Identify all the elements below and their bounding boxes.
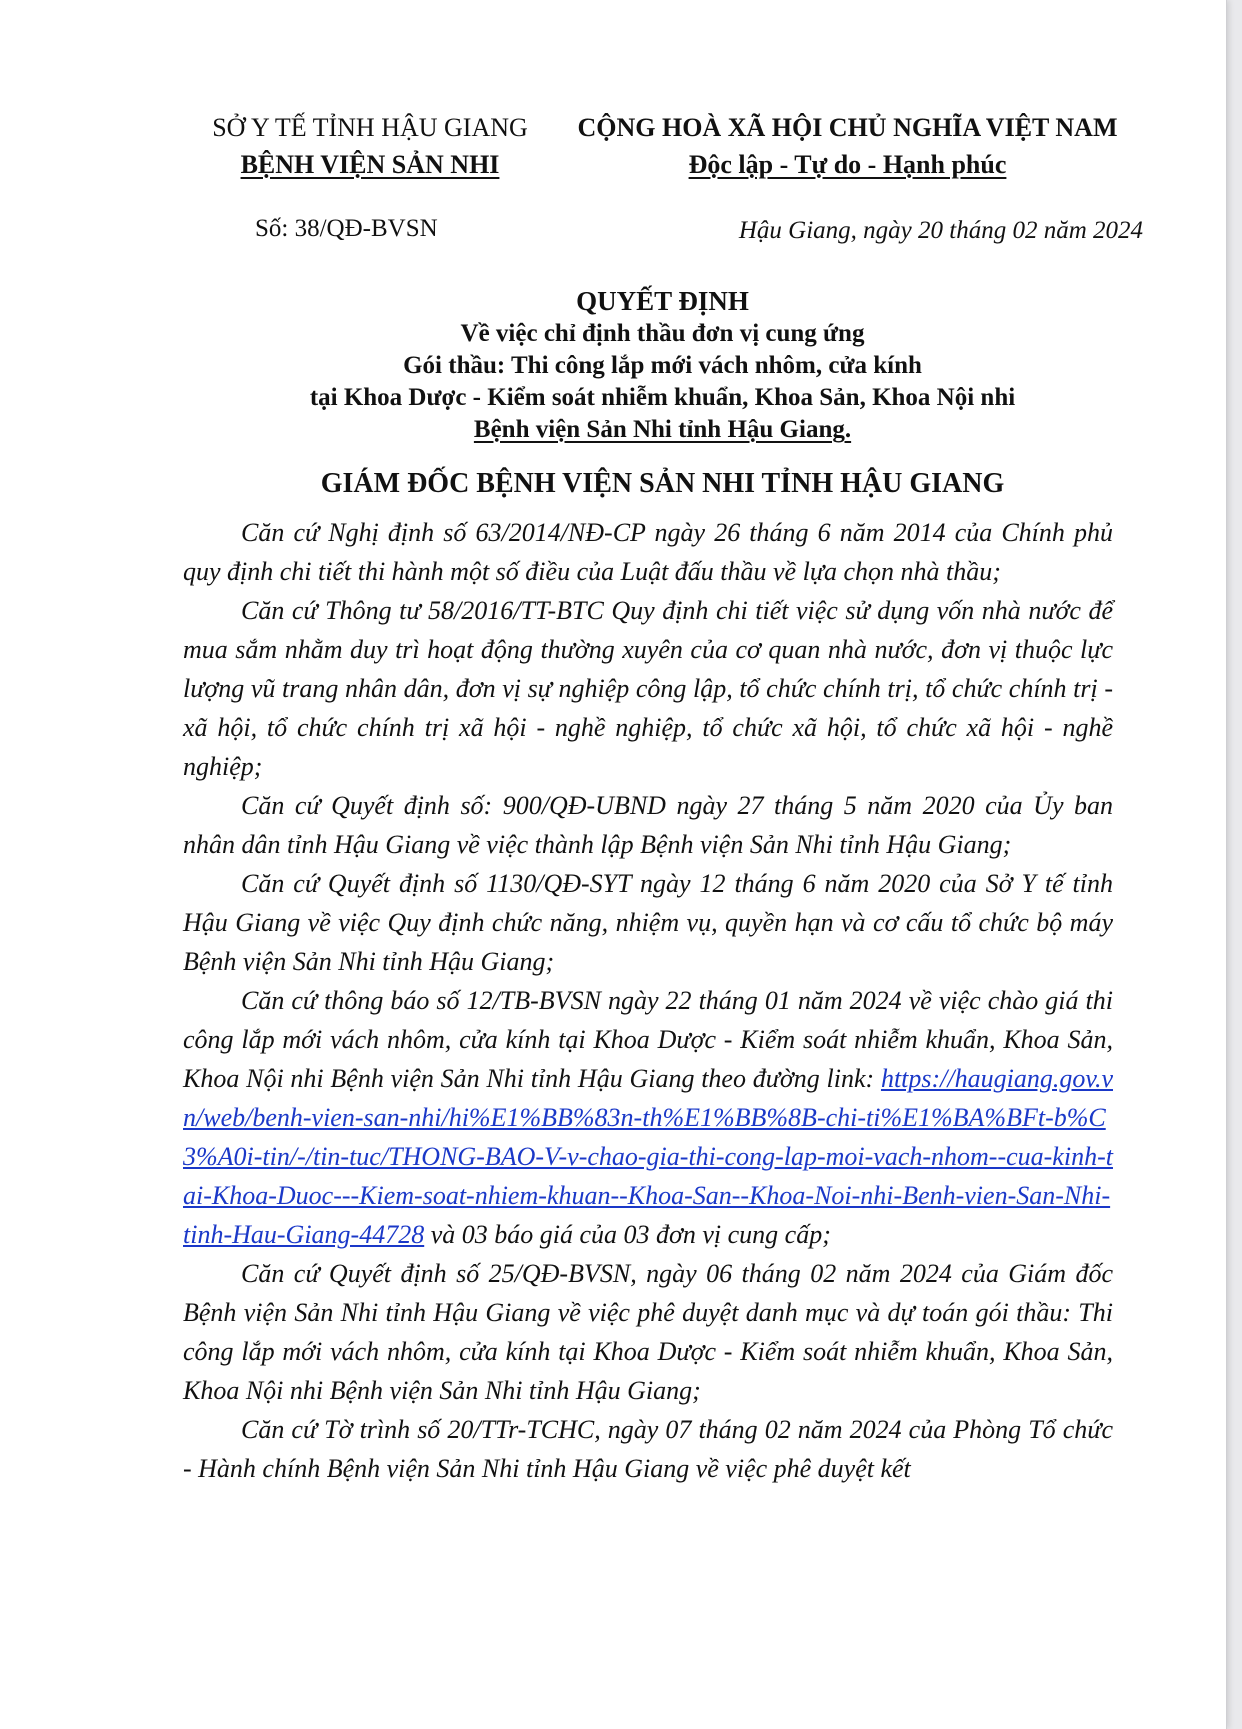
paragraph-1: Căn cứ Nghị định số 63/2014/NĐ-CP ngày 26 tháng 6 năm 2014 của Chính phủ quy định chi tiết thi hành một số điều của Luật đấu thầu về lựa chọn nhà thầu; bbox=[183, 518, 1113, 586]
director-heading: GIÁM ĐỐC BỆNH VIỆN SẢN NHI TỈNH HẬU GIANG bbox=[320, 468, 1005, 499]
agency-header bbox=[195, 109, 545, 183]
legal-basis-body bbox=[183, 513, 1113, 1488]
nation-header bbox=[565, 109, 1130, 183]
paragraph-7: Căn cứ Tờ trình số 20/TTr-TCHC, ngày 07 tháng 02 năm 2024 của Phòng Tổ chức - Hành chính Bệnh viện Sản Nhi tỉnh Hậu Giang về việc phê duyệt kết bbox=[183, 1415, 1113, 1483]
decision-subject-1: Về việc chỉ định thầu đơn vị cung ứng bbox=[460, 320, 865, 347]
paragraph-5 bbox=[183, 981, 1113, 1254]
decision-subject-4: Bệnh viện Sản Nhi tỉnh Hậu Giang. bbox=[473, 416, 852, 443]
nation-title: CỘNG HOÀ XÃ HỘI CHỦ NGHĨA VIỆT NAM bbox=[577, 113, 1118, 142]
paragraph-3: Căn cứ Quyết định số: 900/QĐ-UBND ngày 27 tháng 5 năm 2020 của Ủy ban nhân dân tỉnh Hậu Giang về việc thành lập Bệnh viện Sản Nhi tỉnh Hậu Giang; bbox=[183, 791, 1113, 859]
decision-title-block bbox=[150, 284, 1175, 446]
paragraph-5-tail: và 03 báo giá của 03 đơn vị cung cấp; bbox=[424, 1220, 831, 1249]
paragraph-6: Căn cứ Quyết định số 25/QĐ-BVSN, ngày 06 tháng 02 năm 2024 của Giám đốc Bệnh viện Sản Nhi tỉnh Hậu Giang về việc phê duyệt danh mục và dự toán gói thầu: Thi công lắp mới vách nhôm, cửa kính tại Khoa Dược - Kiểm soát nhiễm khuẩn, Khoa Sản, Khoa Nội nhi Bệnh viện Sản Nhi tỉnh Hậu Giang; bbox=[183, 1259, 1113, 1405]
decision-subject-2: Gói thầu: Thi công lắp mới vách nhôm, cửa kính bbox=[403, 352, 922, 379]
document-number: Số: 38/QĐ-BVSN bbox=[255, 215, 438, 242]
agency-parent: SỞ Y TẾ TỈNH HẬU GIANG bbox=[212, 113, 528, 142]
decision-subject-3: tại Khoa Dược - Kiểm soát nhiễm khuẩn, Khoa Sản, Khoa Nội nhi bbox=[309, 384, 1016, 411]
paragraph-5-text: Căn cứ thông báo số 12/TB-BVSN ngày 22 tháng 01 năm 2024 về việc chào giá thi công lắp mới vách nhôm, cửa kính tại Khoa Dược - Kiểm soát nhiễm khuẩn, Khoa Sản, Khoa Nội nhi Bệnh viện Sản Nhi tỉnh Hậu Giang theo đường link: bbox=[183, 986, 1113, 1093]
agency-name: BỆNH VIỆN SẢN NHI bbox=[240, 150, 500, 179]
paragraph-2: Căn cứ Thông tư 58/2016/TT-BTC Quy định chi tiết việc sử dụng vốn nhà nước để mua sắm nhằm duy trì hoạt động thường xuyên của cơ quan nhà nước, đơn vị thuộc lực lượng vũ trang nhân dân, đơn vị sự nghiệp công lập, tổ chức chính trị, tổ chức chính trị - xã hội, tổ chức chính trị xã hội - nghề nghiệp, tổ chức xã hội, tổ chức xã hội - nghề nghiệp; bbox=[183, 596, 1113, 781]
announcement-link[interactable]: https://haugiang.gov.vn/web/benh-vien-san-nhi/hi%E1%BB%83n-th%E1%BB%8B-chi-ti%E1%BA%BFt-b%C3%A0i-tin/-/tin-tuc/THONG-BAO-V-v-chao-gia-thi-cong-lap-moi-vach-nhom--cua-kinh-tai-Khoa-Duoc---Kiem-soat-nhiem-khuan--Khoa-San--Khoa-Noi-nhi-Benh-vien-San-Nhi-tinh-Hau-Giang-44728 bbox=[183, 1064, 1113, 1249]
decision-title: QUYẾT ĐỊNH bbox=[576, 286, 749, 316]
paragraph-4: Căn cứ Quyết định số 1130/QĐ-SYT ngày 12 tháng 6 năm 2020 của Sở Y tế tỉnh Hậu Giang về việc Quy định chức năng, nhiệm vụ, quyền hạn và cơ cấu tổ chức bộ máy Bệnh viện Sản Nhi tỉnh Hậu Giang; bbox=[183, 869, 1113, 976]
nation-motto: Độc lập - Tự do - Hạnh phúc bbox=[688, 150, 1007, 179]
place-date: Hậu Giang, ngày 20 tháng 02 năm 2024 bbox=[738, 217, 1143, 244]
